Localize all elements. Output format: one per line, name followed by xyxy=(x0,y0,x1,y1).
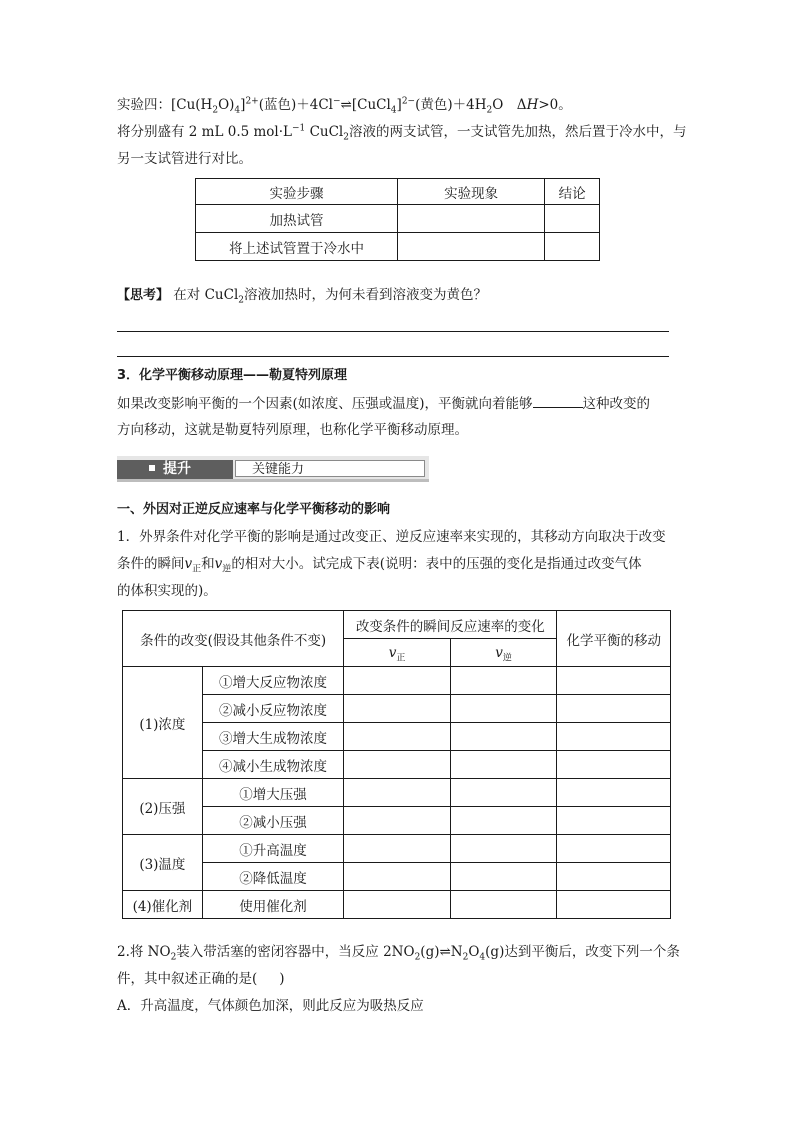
table-cell xyxy=(344,835,451,863)
table-cell xyxy=(557,695,671,723)
table-header-cell: 实验步骤 xyxy=(196,179,398,205)
question-2-option-a: A．升高温度，气体颜色加深，则此反应为吸热反应 xyxy=(117,998,424,1014)
table-cell: 加热试管 xyxy=(196,205,398,233)
table-header-v-reverse: $v_逆$ xyxy=(450,639,557,667)
table-header-condition: 条件的改变(假设其他条件不变) xyxy=(123,611,344,667)
section-3-line2: 方向移动，这就是勒夏特列原理，也称化学平衡移动原理。 xyxy=(117,422,468,438)
table-row xyxy=(196,205,600,233)
table-cell: 使用催化剂 xyxy=(202,891,343,919)
table-cell xyxy=(450,695,557,723)
table-group-cell: (4)催化剂 xyxy=(123,891,203,919)
think-question: 【思考】 在对 CuCl$_2$溶液加热时，为何未看到溶液变为黄色？ xyxy=(117,287,488,306)
table-header-row xyxy=(196,179,600,205)
table-cell xyxy=(397,233,544,261)
table-row xyxy=(196,233,600,261)
table-row xyxy=(123,863,671,891)
table-cell xyxy=(450,723,557,751)
table-group-cell: (1)浓度 xyxy=(123,667,203,779)
question-1-line3: 的体积实现的)。 xyxy=(117,583,217,599)
section-banner xyxy=(117,456,429,482)
table-cell: 将上述试管置于冷水中 xyxy=(196,233,398,261)
fill-blank xyxy=(533,393,583,408)
experiment-4-description-line2: 另一支试管进行对比。 xyxy=(117,151,252,167)
table-cell xyxy=(557,835,671,863)
table-row xyxy=(123,751,671,779)
table-cell: ③增大生成物浓度 xyxy=(202,723,343,751)
table-row xyxy=(123,695,671,723)
table-cell: ④减小生成物浓度 xyxy=(202,751,343,779)
table-row xyxy=(123,779,671,807)
square-icon xyxy=(149,465,155,471)
table-cell xyxy=(557,751,671,779)
table-header-row xyxy=(123,611,671,639)
banner-label-light: 关键能力 xyxy=(235,460,425,477)
table-cell: ②减小反应物浓度 xyxy=(202,695,343,723)
experiment-4-table xyxy=(195,178,600,261)
answer-line xyxy=(117,356,669,357)
table-cell xyxy=(344,695,451,723)
table-cell xyxy=(450,863,557,891)
table-cell xyxy=(450,751,557,779)
table-cell xyxy=(344,723,451,751)
table-cell xyxy=(450,667,557,695)
table-cell: ①增大压强 xyxy=(202,779,343,807)
table-cell xyxy=(450,807,557,835)
question-1-line2: 条件的瞬间$v_正$和$v_逆$的相对大小。试完成下表(说明：表中的压强的变化是指通过改变气体 xyxy=(117,556,642,575)
table-row xyxy=(123,723,671,751)
section-3-line1: 如果改变影响平衡的一个因素(如浓度、压强或温度)，平衡就向着能够 这种改变的 xyxy=(117,393,650,414)
table-row xyxy=(123,891,671,919)
table-cell: ①增大反应物浓度 xyxy=(202,667,343,695)
table-cell xyxy=(344,779,451,807)
table-group-cell: (2)压强 xyxy=(123,779,203,835)
table-header-rate: 改变条件的瞬间反应速率的变化 xyxy=(344,611,557,639)
experiment-4-equation: 实验四：$[Cu(H_2O)_4]^{2+}$(蓝色)＋4Cl−⇌[CuCl$_4$]$^{2-}$(黄色)$+4H_2O$ ΔH>0。 xyxy=(117,96,572,116)
section-3-title: 3．化学平衡移动原理——勒夏特列原理 xyxy=(117,368,348,383)
table-cell xyxy=(557,779,671,807)
table-cell xyxy=(344,807,451,835)
conditions-table xyxy=(122,610,671,919)
table-cell xyxy=(557,667,671,695)
question-2-line1: 2.将 $NO_2$装入带活塞的密闭容器中，当反应 $2NO_2(g)\rightleftharpoons N_2O_4(g)$达到平衡后，改变下列一个条 xyxy=(117,944,680,963)
table-cell xyxy=(344,667,451,695)
table-group-cell: (3)温度 xyxy=(123,835,203,891)
table-header-v-forward: $v_正$ xyxy=(344,639,451,667)
table-cell xyxy=(344,751,451,779)
table-row xyxy=(123,667,671,695)
table-cell: ②减小压强 xyxy=(202,807,343,835)
table-cell xyxy=(557,891,671,919)
part-1-title: 一、外因对正逆反应速率与化学平衡移动的影响 xyxy=(117,502,391,517)
experiment-4-description-line1: 将分别盛有 2 mL 0.5 $mol\cdot L^{-1}$ CuCl$_2$溶液的两支试管，一支试管先加热，然后置于冷水中，与 xyxy=(117,123,687,143)
banner-label-dark: 提升 xyxy=(117,460,233,479)
table-cell xyxy=(557,807,671,835)
question-2-line2: 件，其中叙述正确的是( ) xyxy=(117,971,285,987)
table-header-cell: 实验现象 xyxy=(397,179,544,205)
table-row xyxy=(123,835,671,863)
table-cell xyxy=(344,863,451,891)
answer-line xyxy=(117,331,669,332)
table-cell: ②降低温度 xyxy=(202,863,343,891)
table-header-cell: 结论 xyxy=(545,179,600,205)
banner-shadow xyxy=(117,479,429,482)
table-cell xyxy=(545,205,600,233)
table-cell xyxy=(545,233,600,261)
table-cell xyxy=(450,835,557,863)
question-1-line1: 1．外界条件对化学平衡的影响是通过改变正、逆反应速率来实现的，其移动方向取决于改变 xyxy=(117,529,666,545)
table-cell xyxy=(557,863,671,891)
table-cell xyxy=(450,891,557,919)
table-cell xyxy=(397,205,544,233)
table-cell xyxy=(450,779,557,807)
table-cell: ①升高温度 xyxy=(202,835,343,863)
table-header-shift: 化学平衡的移动 xyxy=(557,611,671,667)
table-cell xyxy=(344,891,451,919)
table-cell xyxy=(557,723,671,751)
table-row xyxy=(123,807,671,835)
